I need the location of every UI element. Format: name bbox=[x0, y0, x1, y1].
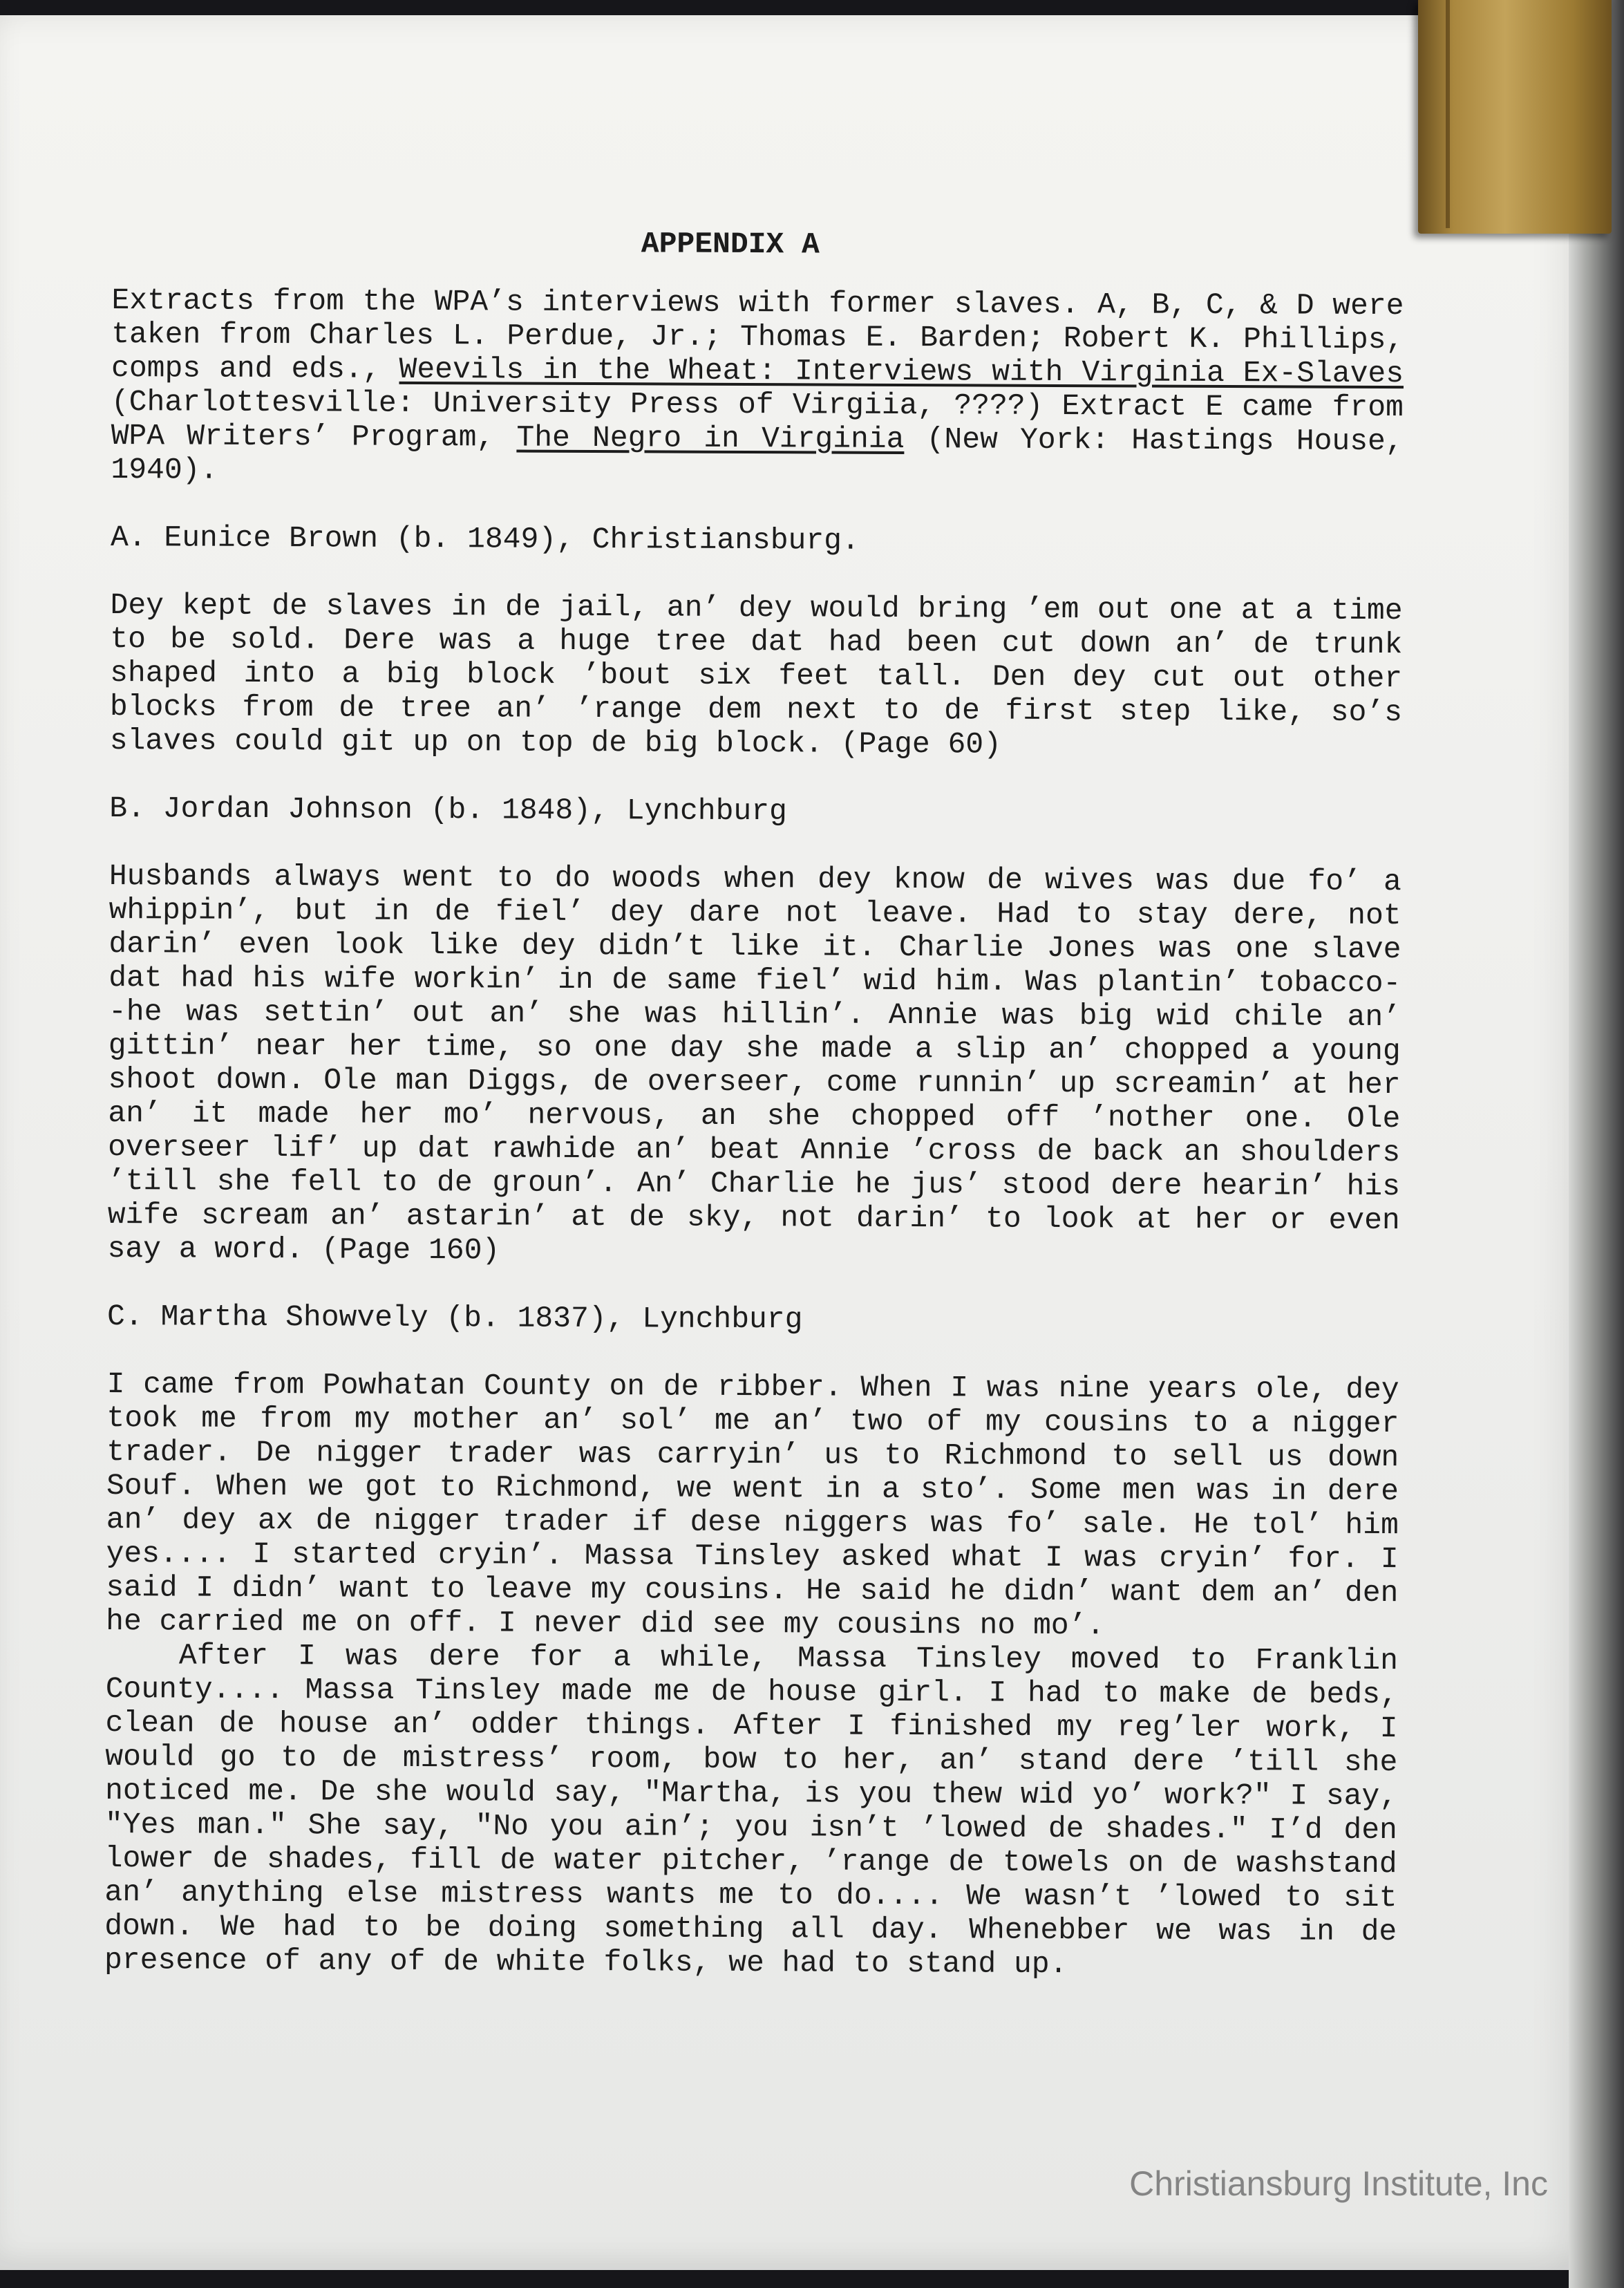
section-heading-c: C. Martha Showvely (b. 1837), Lynchburg bbox=[107, 1299, 803, 1337]
binder-edge bbox=[1569, 0, 1624, 2288]
intro-text-2: (Charlottesville: University Press of Virgiia, ????) Extract E came from WPA Writers’ Program, bbox=[111, 384, 1404, 455]
section-text-c-continued: After I was dere for a while, Massa Tinsley moved to Franklin County.... Massa Tinsley made me de house girl. I had to make de beds, clean de house an’ odder things. After I finished my reg’ler work, I would go to de mistress’ room, bow to her, an’ stand dere ’till she noticed me. De she would say, "Martha, is you thew wid yo’ work?" I say, "Yes man." She say, "No you ain’; you isn’t ’lowed de shades." I’d den lower de shades, fill de water pitcher, ’range de towels on de washstand an’ anything else mistress wants me to do.... We wasn’t ’lowed to sit down. We had to be doing something all day. Whenebber we was in de presence of any of de white folks, we had to stand up. bbox=[104, 1638, 1399, 1982]
section-heading-b: B. Jordan Johnson (b. 1848), Lynchburg bbox=[109, 791, 787, 829]
intro-text-3: (New York: Hastings House, 1940). bbox=[111, 422, 1404, 487]
section-text-a: Dey kept de slaves in de jail, an’ dey would bring ’em out one at a time to be sold. Dere was a huge tree dat had been cut down an’ de trunk shaped into a big block ’bout six feet tall. Den dey cut out other blocks from de tree an’ ’range dem next to de first step like, so’s slaves could git up on top de big block. (Page 60) bbox=[109, 588, 1403, 762]
folder-tab bbox=[1418, 0, 1612, 234]
book-title-weevils: Weevils in the Wheat: Interviews with Virginia Ex-Slaves bbox=[399, 352, 1404, 391]
section-heading-a: A. Eunice Brown (b. 1849), Christiansburg. bbox=[110, 520, 860, 558]
intro-text-1: Extracts from the WPA’s interviews with former slaves. A, B, C, & D were taken from Charles L. Perdue, Jr.; Thomas E. Barden; Robert K. Phillips, comps and eds., bbox=[111, 283, 1404, 386]
section-text-b: Husbands always went to do woods when dey know de wives was due fo’ a whippin’, but in de fiel’ dey dare not leave. Had to stay dere, not darin’ even look like dey didn’t like it. Charlie Jones was one slave dat had his wife workin’ in de same fiel’ wid him. Was plantin’ tobacco--he was settin’ out an’ she was hillin’. Annie was big wid chile an’ gittin’ near her time, so one day she made a slip an’ chopped a young shoot down. Ole man Diggs, de overseer, come runnin’ up screamin’ at her an’ it made her mo’ nervous, an she chopped off ’nother one. Ole overseer lif’ up dat rawhide an’ beat Annie ’cross de back an shoulders ’till she fell to de groun’. An’ Charlie he jus’ stood dere hearin’ his wife scream an’ astarin’ at de sky, not darin’ to look at her or even say a word. (Page 160) bbox=[107, 859, 1401, 1268]
intro-paragraph bbox=[111, 283, 1404, 492]
book-title-negro-in-virginia: The Negro in Virginia bbox=[516, 420, 905, 457]
watermark-text: Christiansburg Institute, Inc bbox=[1129, 2164, 1548, 2203]
section-text-c: I came from Powhatan County on de ribber. When I was nine years ole, dey took me from my mother an’ sol’ me an’ two of my cousins to a nigger trader. De nigger trader was carryin’ us to Richmond to sell us down Souf. When we got to Richmond, we went in a sto’. Some men was in dere an’ dey ax de nigger trader if dese niggers was fo’ sale. He tol’ him yes.... I started cryin’. Massa Tinsley asked what I was cryin’ for. I said I didn’ want to leave my cousins. He said he didn’ want dem an’ den he carried me on off. I never did see my cousins no mo’. bbox=[106, 1367, 1399, 1643]
page-title: APPENDIX A bbox=[641, 227, 820, 262]
document-body bbox=[104, 225, 1404, 2016]
